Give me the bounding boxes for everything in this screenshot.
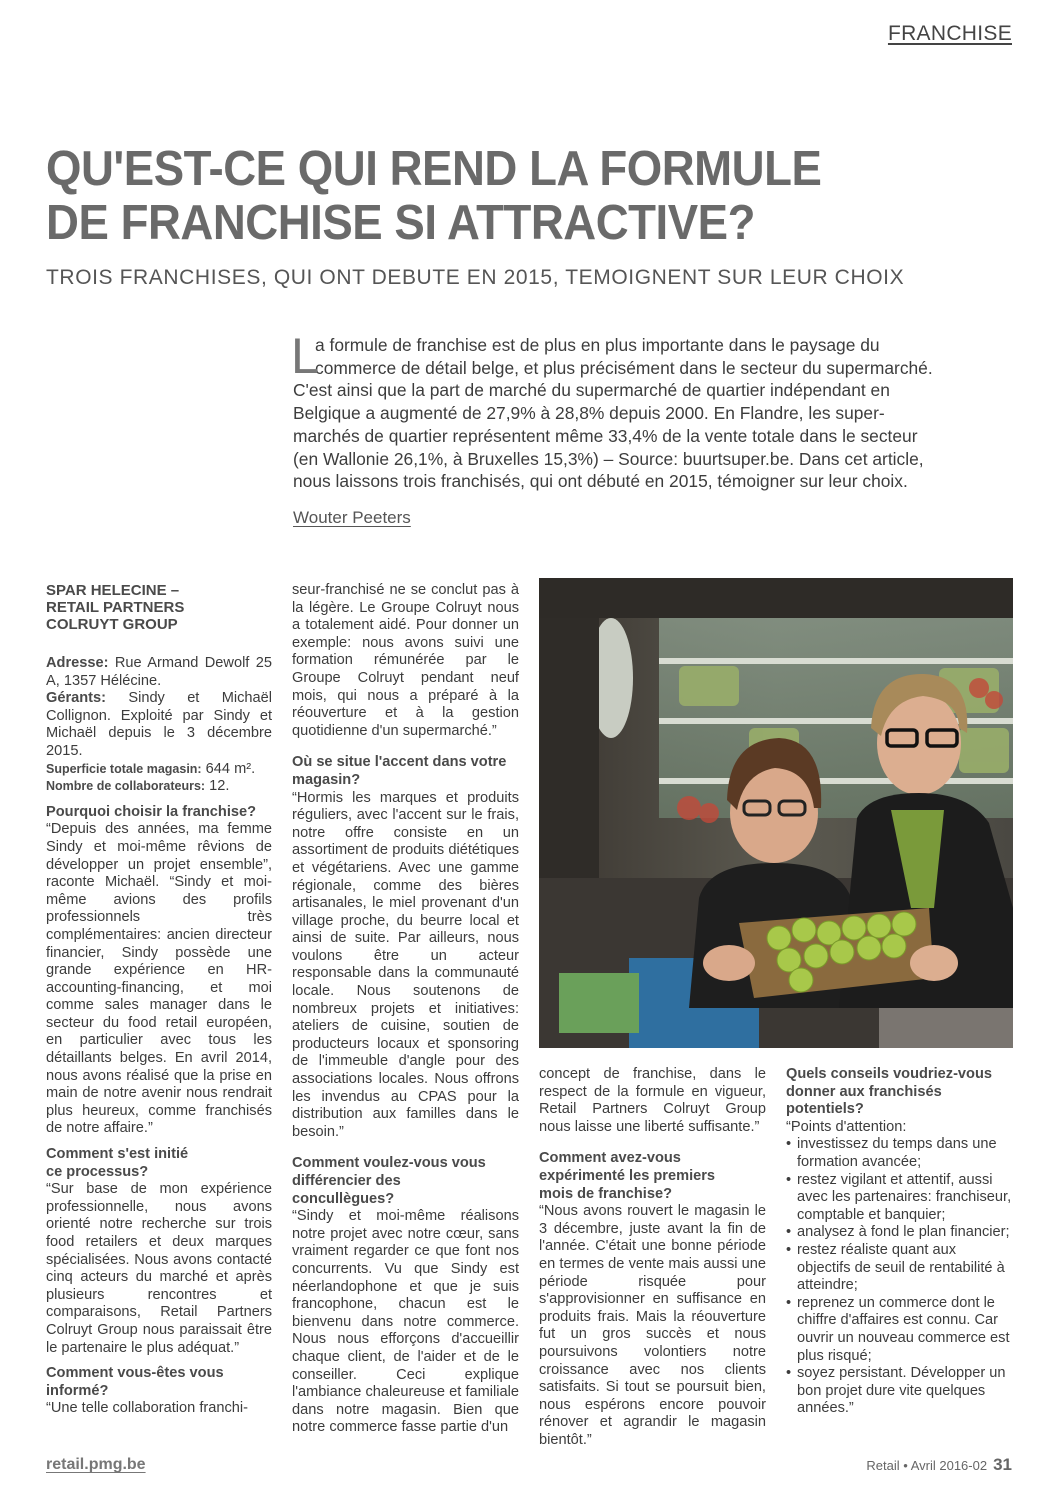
advice-list — [786, 1136, 1013, 1418]
question-heading: Comment s'est initié ce processus? — [46, 1146, 189, 1180]
article-title — [46, 142, 883, 250]
column-1 — [46, 582, 272, 1418]
list-item: • soyez persistant. Développer un bon projet dure vite quelques années.” — [786, 1365, 1013, 1418]
answer-text: “Depuis des années, ma femme Sindy et moi-même rêvions de développer un projet ensemble”, raconte Michaël. “Sindy et moi-même avions des profils professionnels très complémentaires: ancien directeur financier, Sindy possède une grande expérience en HR-accounting-financing, et moi comme sales manager dans le secteur du food retail européen, en particulier avec tous les détaillants belges. En avril 2014, nous avons réalisé que la prise en main de notre avenir nous rendrait plus heureux, comme franchisés de notre affaire.” — [46, 821, 272, 1137]
intro-line: (en Wallonie 26,1%, à Bruxelles 15,3%) – Source: buurtsuper.be. Dans cet article, — [293, 448, 924, 469]
intro-line: commerce de détail belge, et plus précisément dans le secteur du supermarché. — [315, 357, 933, 378]
answer-text: “Une telle collaboration franchi- — [46, 1400, 248, 1417]
list-item: • restez réaliste quant aux objectifs de seuil de rentabilité à atteindre; — [786, 1242, 1013, 1295]
question-heading: Comment vous-êtes vous informé? — [46, 1365, 224, 1399]
column-4 — [786, 1066, 1013, 1418]
list-item: • restez vigilant et attentif, aussi avec les partenaires: franchiseur, comptable et banquier; — [786, 1172, 1013, 1225]
column-3 — [539, 1066, 766, 1449]
question-heading: Quels conseils voudriez-vous donner aux franchisés potentiels? — [786, 1066, 992, 1118]
page-number: 31 — [993, 1455, 1012, 1474]
website-link[interactable]: retail.pmg.be — [46, 1456, 146, 1473]
drop-cap: L — [291, 328, 319, 384]
intro-line: a formule de franchise est de plus en plus importante dans le paysage du — [315, 335, 880, 355]
photo-illustration — [539, 578, 1013, 1048]
question-heading: Comment avez-vous expérimenté les premiers mois de franchise? — [539, 1150, 716, 1202]
staff-info: Nombre de collaborateurs: 12. — [46, 778, 230, 795]
question-heading: Où se situe l'accent dans votre magasin? — [292, 754, 507, 788]
franchisees-photo — [539, 578, 1013, 1048]
author-link[interactable]: Wouter Peeters — [293, 508, 411, 527]
intro-paragraph — [291, 328, 1006, 493]
title-line-2: DE FRANCHISE SI ATTRACTIVE? — [46, 196, 755, 250]
managers-info: Gérants: Sindy et Michaël Collignon. Exploité par Sindy et Michaël depuis le 3 décembre 2015. — [46, 690, 272, 759]
answer-text: “Sindy et moi-même réalisons notre projet avec notre cœur, sans vraiment regarder ce que font nos concurrents. Vu que Sindy est néerlandophone et que je suis francophone, chacun est le bienvenu dans notre commerce. Nous nous efforçons d'accueillir chaque client, de l'aider et de le conseiller. Ceci explique l'ambiance chaleureuse et familiale dans notre magasin. Bien que notre commerce fasse partie d'un — [292, 1208, 519, 1436]
answer-text: “Nous avons rouvert le magasin le 3 décembre, juste avant la fin de l'année. C'était une bonne période en termes de vente mais aussi une période risquée pour s'approvisionner en suffisance en produits frais. Mais la réouverture fut un gros succès et nous poursuivons volontiers notre croissance avec nos clients satisfaits. Si tout se poursuit bien, nous espérons encore pouvoir rénover et agrandir le magasin bientôt.” — [539, 1203, 766, 1448]
list-item: • analysez à fond le plan financier; — [786, 1224, 1013, 1242]
section-tag: FRANCHISE — [887, 22, 1012, 45]
answer-text: seur-franchisé ne se conclut pas à la légère. Le Groupe Colruyt nous a totalement aidé. Pour donner un exemple: nous avons suivi une formation rémunérée par le Groupe Colruyt pendant neuf mois, qui nous a préparé à la réouverture et à la gestion quotidienne d'un supermarché.” — [292, 582, 519, 739]
address-info: Adresse: Rue Armand Dewolf 25 A, 1357 Hélécine. — [46, 655, 272, 689]
intro-line: Belgique a augmenté de 27,9% à 28,8% depuis 2000. En Flandre, les super- — [293, 403, 885, 424]
title-line-1: QU'EST-CE QUI REND LA FORMULE — [46, 142, 822, 196]
list-item: • investissez du temps dans une formation avancée; — [786, 1136, 1013, 1171]
intro-line: C'est ainsi que la part de marché du supermarché de quartier indépendant en — [293, 380, 890, 401]
intro-line: nous laissons trois franchisés, qui ont débuté en 2015, témoigner sur leur choix. — [293, 471, 908, 492]
intro-line: marchés de quartier représentent même 33,4% de la vente totale dans le secteur — [293, 425, 918, 446]
article-subtitle: TROIS FRANCHISES, QUI ONT DEBUTE EN 2015, TEMOIGNENT SUR LEUR CHOIX — [46, 266, 905, 289]
store-heading: SPAR HELECINE – RETAIL PARTNERS COLRUYT GROUP — [46, 582, 185, 633]
page-footer — [866, 1455, 1012, 1475]
answer-text: “Hormis les marques et produits réguliers, avec l'accent sur le frais, notre offre consiste en un assortiment de produits diététiques et végétariens. Avec une gamme régionale, comme des bières artisanales, le miel provenant d'un village proche, du beurre local et ainsi de suite. Par ailleurs, nous voulons être un acteur responsable dans la communauté locale. Nous soutenons de nombreux projets et initiatives: ateliers de cuisine, soutien de producteurs locaux et sponsoring de l'immeuble d'angle pour des associations locales. Nous offrons les invendus au CPAS pour la distribution aux familles dans le besoin.” — [292, 789, 519, 1140]
answer-text: “Sur base de mon expérience professionnelle, nous avons orienté notre recherche sur trois food retailers et deux marques spécialisées. Nous avons contacté cinq acteurs du marché et après plusieurs rencontres et comparaisons, Retail Partners Colruyt Group nous paraissait être le partenaire le plus adéquat.” — [46, 1181, 272, 1356]
column-2 — [292, 582, 519, 1437]
surface-info: Superficie totale magasin: 644 m². — [46, 760, 256, 777]
list-item: • reprenez un commerce dont le chiffre d'affaires est connu. Car ouvrir un nouveau commerce est plus risqué; — [786, 1295, 1013, 1365]
answer-text: concept de franchise, dans le respect de la formule en vigueur, Retail Partners Colruyt Group nous laisse une liberté suffisante.” — [539, 1066, 766, 1135]
answer-intro: “Points d'attention: — [786, 1118, 907, 1135]
question-heading: Comment voulez-vous vous différencier des concullègues? — [292, 1155, 486, 1207]
issue-info: Retail • Avril 2016-02 — [866, 1458, 988, 1473]
question-heading: Pourquoi choisir la franchise? — [46, 803, 257, 820]
